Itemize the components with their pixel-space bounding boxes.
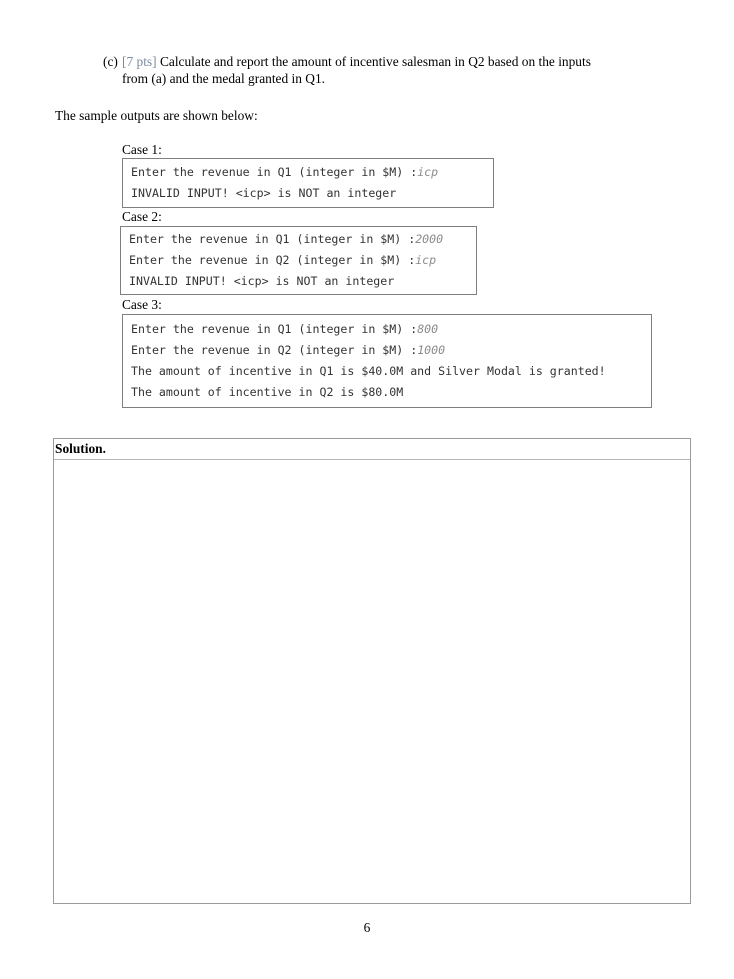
question-c [103,53,663,87]
question-text-line1: Calculate and report the amount of incentive salesman in Q2 based on the inputs [159,54,591,69]
console-line: Enter the revenue in Q2 (integer in $M) :1000 [131,343,446,357]
console-line: Enter the revenue in Q1 (integer in $M) :2000 [129,232,444,246]
page-number: 6 [363,920,371,935]
console-line: The amount of incentive in Q2 is $80.0M [131,385,404,399]
question-label: (c) [103,54,118,69]
console-line: The amount of incentive in Q1 is $40.0M and Silver Modal is granted! [131,364,606,378]
case-2-label: Case 2: [122,209,162,224]
console-line: Enter the revenue in Q1 (integer in $M) :800 [131,322,439,336]
console-line: INVALID INPUT! <icp> is NOT an integer [129,274,395,288]
question-body [122,53,663,87]
case-3-console [122,314,652,408]
case-2-console [120,226,477,295]
case-1-label: Case 1: [122,142,162,157]
solution-answer-area[interactable] [54,460,690,904]
console-line: Enter the revenue in Q1 (integer in $M) :icp [131,165,439,179]
console-line: Enter the revenue in Q2 (integer in $M) :icp [129,253,437,267]
solution-box [53,438,691,904]
console-line: INVALID INPUT! <icp> is NOT an integer [131,186,397,200]
question-text-line2: from (a) and the medal granted in Q1. [122,71,326,86]
case-3-label: Case 3: [122,297,162,312]
sample-outputs-intro: The sample outputs are shown below: [55,108,258,123]
case-1-console [122,158,494,208]
question-points: [7 pts] [122,54,157,69]
solution-header: Solution. [54,439,690,460]
